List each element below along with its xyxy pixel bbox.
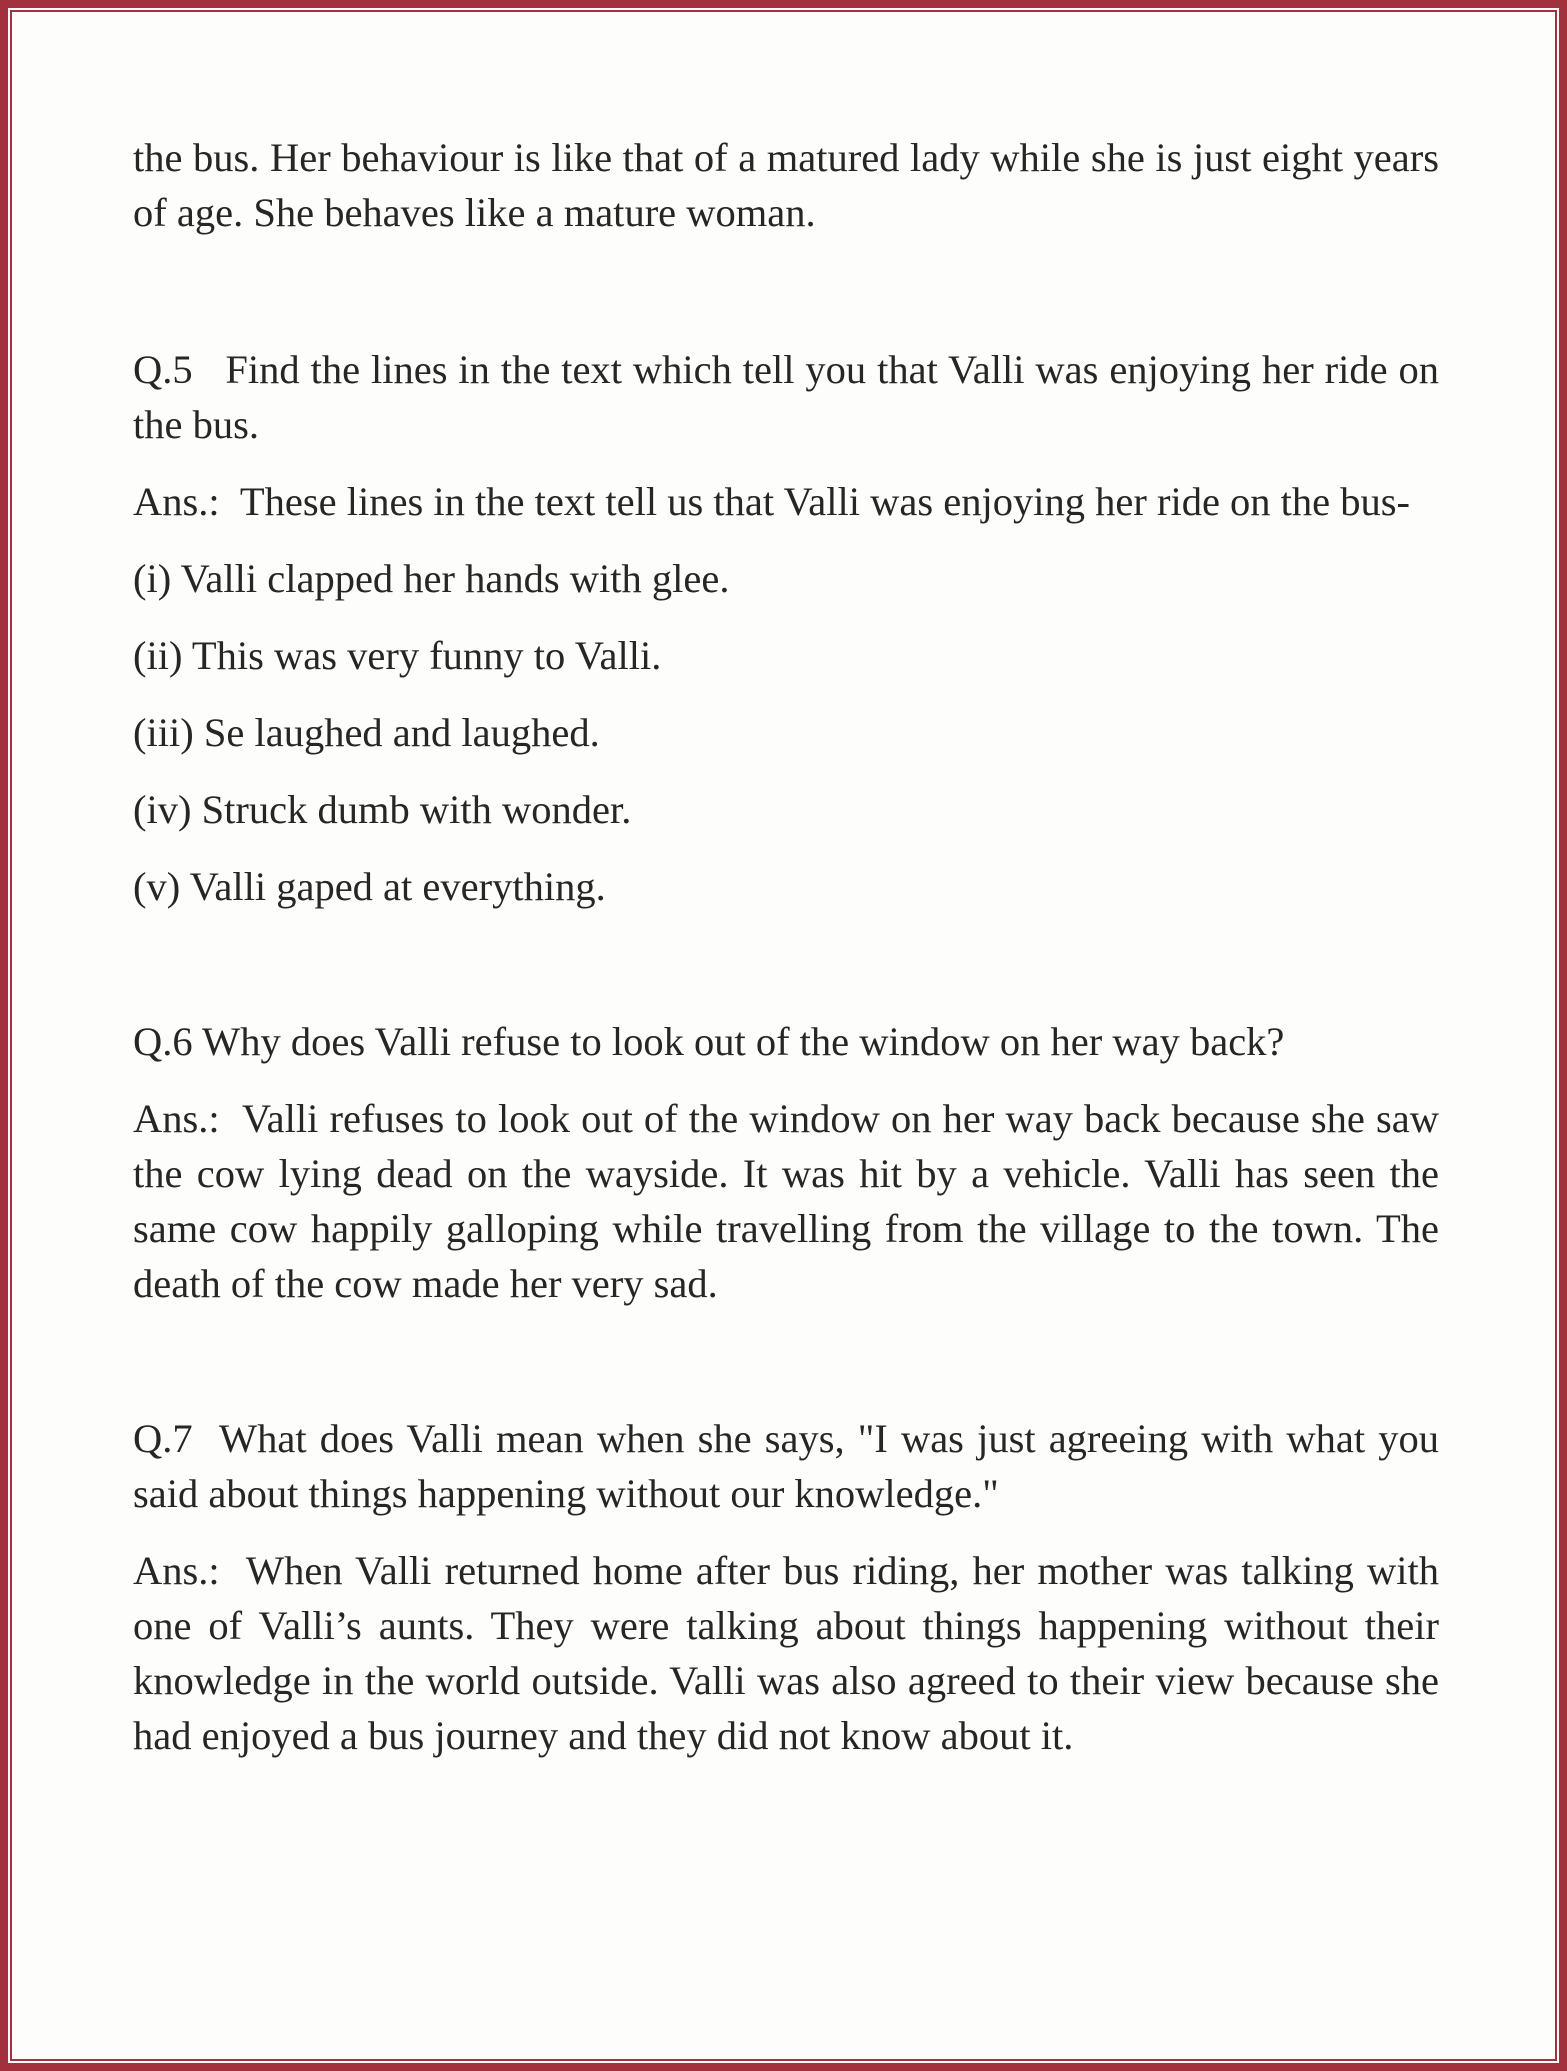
document-page <box>8 8 1559 2063</box>
question-number: Q.7 <box>133 1416 193 1461</box>
intro-continuation: the bus. Her behaviour is like that of a matured lady while she is just eight years of age. She behaves like a mature woman. <box>133 135 1439 235</box>
list-item: (iii) Se laughed and laughed. <box>133 710 600 755</box>
answer-label: Ans.: <box>133 1096 220 1141</box>
answer-text: Valli refuses to look out of the window on her way back because she saw the cow lying dead on the wayside. It was hit by a vehicle. Valli has seen the same cow happily galloping while travelling from the village to the town. The death of the cow made her very sad. <box>133 1096 1440 1306</box>
question-6 <box>133 1014 1439 1069</box>
question-text: What does Valli mean when she says, "I was just agreeing with what you said about things happening without our knowledge." <box>133 1416 1439 1516</box>
answer-7 <box>133 1543 1439 1763</box>
question-block-7 <box>133 1411 1439 1763</box>
answer-text: When Valli returned home after bus riding, her mother was talking with one of Valli’s aunts. They were talking about things happening without their knowledge in the world outside. Valli was also agreed to their view because she had enjoyed a bus journey and they did not know about it. <box>133 1548 1439 1758</box>
question-block-6 <box>133 1014 1439 1311</box>
answer-label: Ans.: <box>133 479 220 524</box>
answer-text: These lines in the text tell us that Valli was enjoying her ride on the bus- <box>239 479 1411 524</box>
list-item: (ii) This was very funny to Valli. <box>133 633 662 678</box>
question-text: Find the lines in the text which tell you that Valli was enjoying her ride on the bus. <box>133 347 1440 447</box>
document-content <box>133 130 1439 1763</box>
question-5 <box>133 342 1439 452</box>
answer-label: Ans.: <box>133 1548 220 1593</box>
answer-6 <box>133 1091 1439 1311</box>
question-number: Q.5 <box>133 347 193 392</box>
list-item: (iv) Struck dumb with wonder. <box>133 787 632 832</box>
list-item: (v) Valli gaped at everything. <box>133 864 606 909</box>
question-number: Q.6 <box>133 1019 193 1064</box>
question-7 <box>133 1411 1439 1521</box>
list-item: (i) Valli clapped her hands with glee. <box>133 556 730 601</box>
answer-5 <box>133 474 1439 529</box>
question-block-5 <box>133 342 1439 914</box>
question-text: Why does Valli refuse to look out of the window on her way back? <box>202 1019 1285 1064</box>
